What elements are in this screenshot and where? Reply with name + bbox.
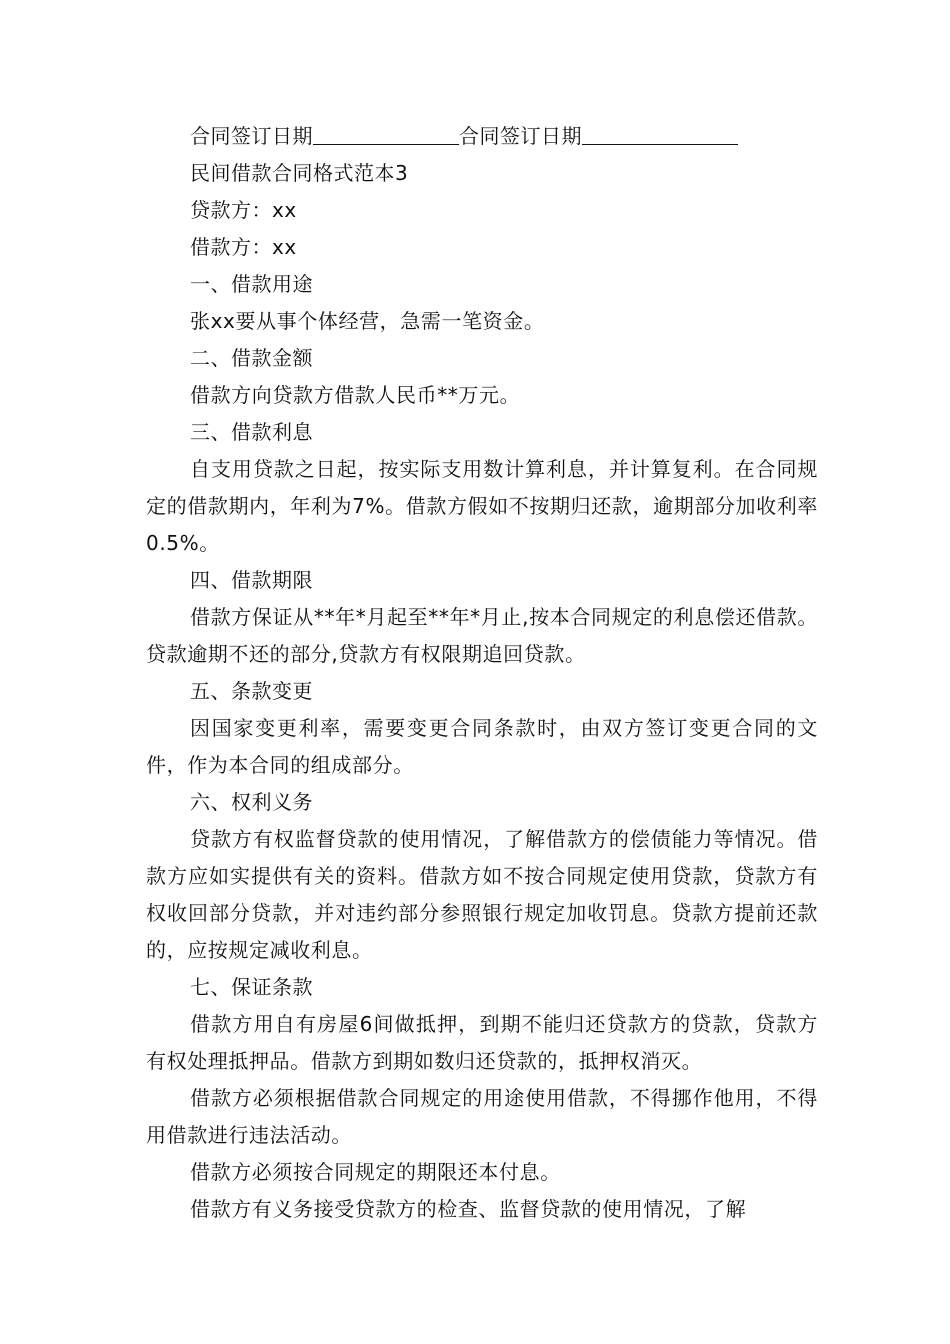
section-body-interest: 自支用贷款之日起，按实际支用数计算利息，并计算复利。在合同规定的借款期内，年利为7%。借款方假如不按期归还款，逾期部分加收利率0.5%。: [146, 457, 818, 555]
section-body-rights: 贷款方有权监督贷款的使用情况，了解借款方的偿债能力等情况。借款方应如实提供有关的资料。借款方如不按合同规定使用贷款，贷款方有权收回部分贷款，并对违约部分参照银行规定加收罚息。贷款方提前还款的，应按规定减收利息。: [146, 827, 818, 962]
section-body-amendment: 因国家变更利率，需要变更合同条款时，由双方签订变更合同的文件，作为本合同的组成部分。: [146, 716, 818, 777]
borrower-line: 借款方：xx: [190, 235, 297, 259]
section-heading-interest: 三、借款利息: [190, 420, 313, 444]
paragraph-repayment-obligation: 借款方必须按合同规定的期限还本付息。: [190, 1160, 561, 1184]
signature-date-label-b: 合同签订日期: [459, 124, 582, 148]
signature-date-blank-b: [582, 122, 738, 145]
paragraph-inspection-obligation: 借款方有义务接受贷款方的检查、监督贷款的使用情况，了解: [190, 1197, 747, 1221]
section-heading-term: 四、借款期限: [190, 568, 313, 592]
section-heading-purpose: 一、借款用途: [190, 272, 313, 296]
section-body-purpose: 张xx要从事个体经营，急需一笔资金。: [190, 309, 545, 333]
section-heading-rights: 六、权利义务: [190, 790, 313, 814]
section-heading-guarantee: 七、保证条款: [190, 975, 313, 999]
document-title: 民间借款合同格式范本3: [190, 161, 409, 185]
signature-date-label-a: 合同签订日期: [190, 124, 313, 148]
section-body-amount: 借款方向贷款方借款人民币**万元。: [190, 383, 521, 407]
signature-date-line: [146, 118, 818, 155]
paragraph-usage-obligation: 借款方必须根据借款合同规定的用途使用借款，不得挪作他用，不得用借款进行违法活动。: [146, 1086, 818, 1147]
section-heading-amendment: 五、条款变更: [190, 679, 313, 703]
section-heading-amount: 二、借款金额: [190, 346, 313, 370]
document-body: [146, 118, 818, 1228]
lender-line: 贷款方：xx: [190, 198, 297, 222]
section-body-guarantee: 借款方用自有房屋6间做抵押，到期不能归还贷款方的贷款，贷款方有权处理抵押品。借款方到期如数归还贷款的，抵押权消灭。: [146, 1012, 818, 1073]
signature-date-blank-a: [313, 122, 459, 145]
section-body-term: 借款方保证从**年*月起至**年*月止,按本合同规定的利息偿还借款。贷款逾期不还的部分,贷款方有权限期追回贷款。: [146, 605, 818, 666]
